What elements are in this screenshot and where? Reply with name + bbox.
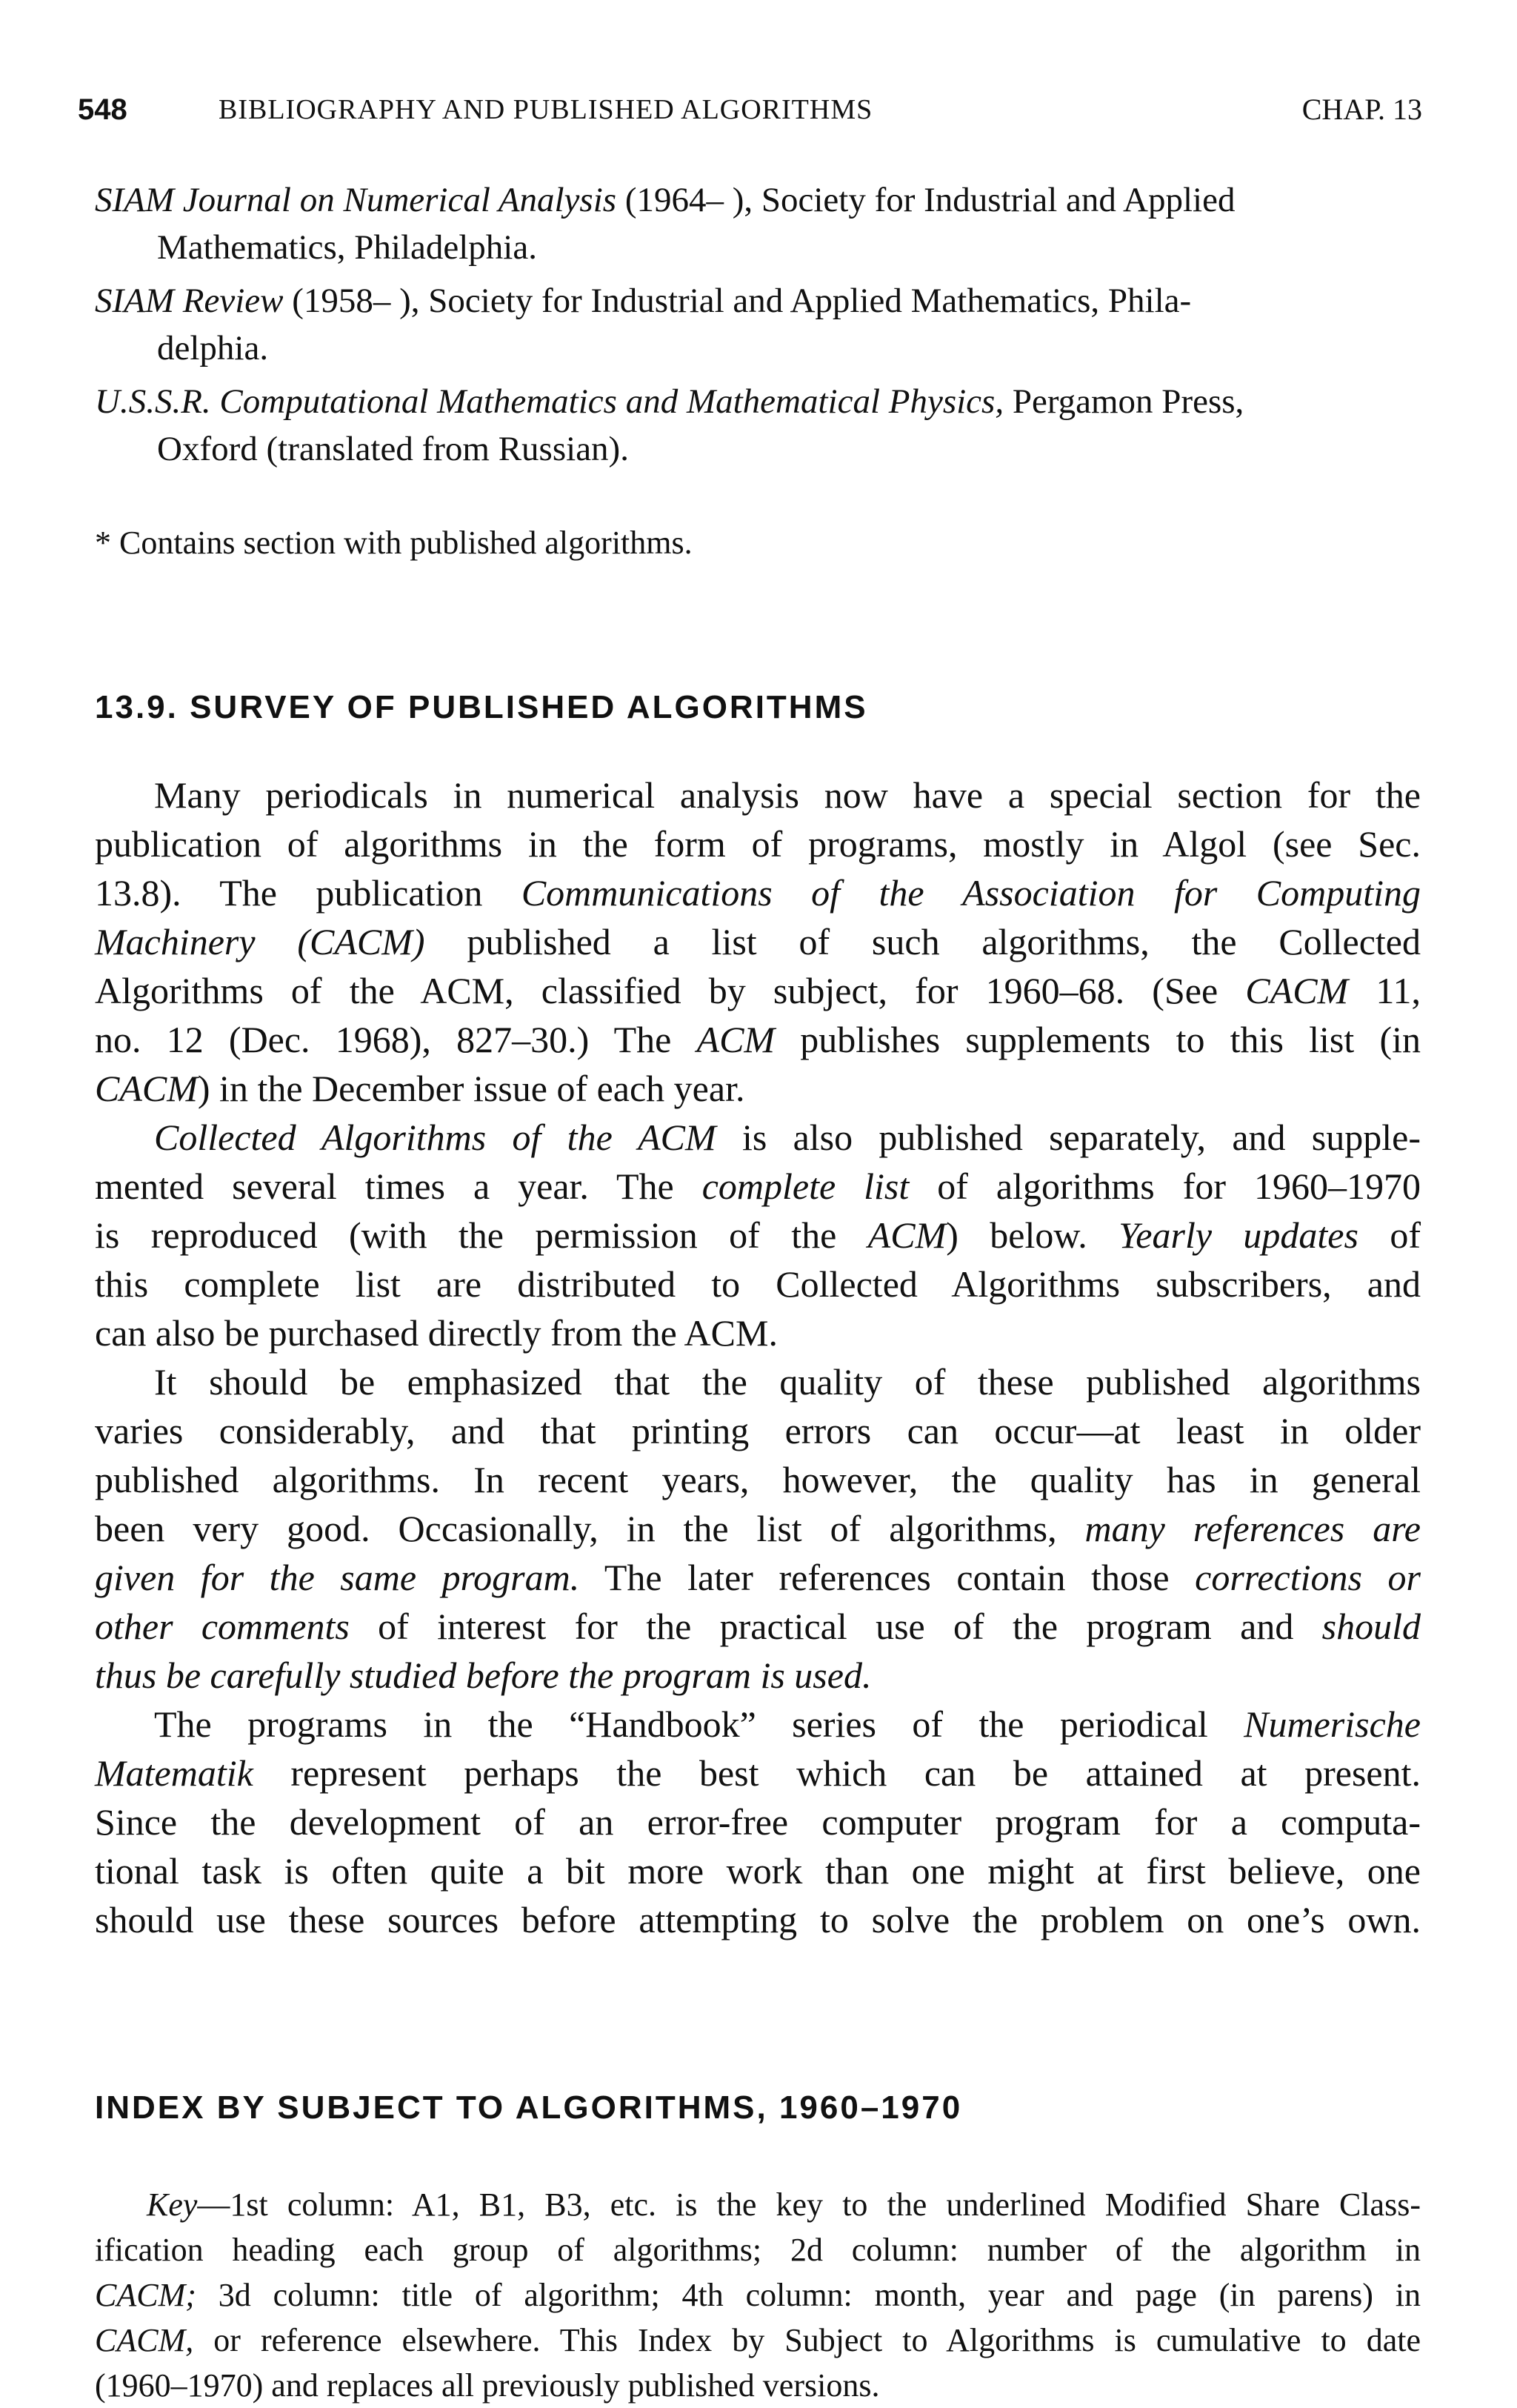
key-line — [95, 2363, 1421, 2408]
italic-run: Yearly updates — [1118, 1214, 1358, 1256]
text-run: of algorithms for 1960–1970 — [909, 1165, 1421, 1207]
footnote: * Contains section with published algorithms. — [95, 525, 693, 561]
paragraph-line — [95, 1846, 1421, 1895]
italic-run: complete list — [701, 1165, 910, 1207]
paragraph-line — [95, 1406, 1421, 1455]
paragraph-line — [95, 1749, 1421, 1797]
section-body — [95, 771, 1421, 1944]
text-run: can also be purchased directly from the ACM. — [95, 1312, 778, 1354]
bib-line — [95, 378, 1421, 425]
text-run: Mathematics, Philadelphia. — [157, 228, 537, 267]
italic-run: ACM — [696, 1019, 776, 1060]
italic-run: corrections or — [1195, 1557, 1421, 1598]
italic-run: Machinery (CACM) — [95, 921, 425, 962]
bib-entry-ussr — [95, 378, 1421, 473]
text-run: Many periodicals in numerical analysis now have a special section for the — [154, 774, 1421, 816]
paragraph-line — [95, 771, 1421, 819]
text-run: is reproduced (with the permission of the — [95, 1214, 868, 1256]
italic-run: Matematik — [95, 1752, 253, 1794]
text-run: ) in the December issue of each year. — [197, 1068, 745, 1109]
text-run: The later references contain those — [579, 1557, 1196, 1598]
key-line — [95, 2227, 1421, 2272]
paragraph-line — [95, 1504, 1421, 1553]
text-run: (1960–1970) and replaces all previously published versions. — [95, 2367, 880, 2404]
bib-line — [95, 224, 1421, 271]
italic-run: ACM — [867, 1214, 947, 1256]
text-run: tional task is often quite a bit more work than one might at first believe, one — [95, 1850, 1421, 1892]
italic-run: SIAM Review — [95, 282, 284, 320]
italic-run: Key — [147, 2186, 198, 2223]
text-run: varies considerably, and that printing errors can occur—at least in older — [95, 1410, 1421, 1451]
italic-run: CACM — [1245, 970, 1349, 1011]
text-run: this complete list are distributed to Collected Algorithms subscribers, and — [95, 1263, 1421, 1305]
paragraph-line — [95, 1651, 1421, 1700]
paragraph-line — [95, 1015, 1421, 1064]
paragraph-line — [95, 966, 1421, 1015]
paragraph-line — [95, 1308, 1421, 1357]
text-run: published a list of such algorithms, the Collected — [424, 921, 1421, 962]
key-line — [95, 2272, 1421, 2318]
paragraph-line — [95, 1553, 1421, 1602]
italic-run: CACM, — [95, 2322, 194, 2358]
italic-run: Communications of the Association for Computing — [521, 872, 1421, 914]
italic-run: given for the same program. — [95, 1557, 580, 1598]
text-run: Since the development of an error-free computer program for a computa- — [95, 1801, 1421, 1843]
paragraph-line — [95, 1797, 1421, 1846]
paragraph-line — [95, 917, 1421, 966]
bib-line — [95, 325, 1421, 372]
text-run: of — [1358, 1214, 1421, 1256]
key-line — [95, 2182, 1421, 2227]
bib-entry-siam-journal — [95, 176, 1421, 271]
paragraph-line — [95, 1700, 1421, 1749]
index-heading: INDEX BY SUBJECT TO ALGORITHMS, 1960–1970 — [95, 2089, 963, 2126]
italic-run: other comments — [95, 1606, 350, 1647]
text-run: 3d column: title of algorithm; 4th column: month, year and page (in parens) in — [196, 2277, 1421, 2313]
italic-run: should — [1321, 1606, 1421, 1647]
italic-run: SIAM Journal on Numerical Analysis — [95, 181, 617, 219]
text-run: Algorithms of the ACM, classified by subject, for 1960–68. (See — [95, 970, 1246, 1011]
italic-run: Numerische — [1244, 1703, 1421, 1745]
section-heading: 13.9. SURVEY OF PUBLISHED ALGORITHMS — [95, 689, 868, 725]
italic-run: thus be carefully studied before the program is used. — [95, 1654, 872, 1696]
paragraph-line — [95, 1064, 1421, 1113]
text-run: been very good. Occasionally, in the list of algorithms, — [95, 1508, 1085, 1549]
paragraph-line — [95, 1357, 1421, 1406]
paragraph-line — [95, 819, 1421, 868]
bib-line — [95, 277, 1421, 325]
text-run: (1964– ), Society for Industrial and Applied — [616, 181, 1236, 219]
text-run: publication of algorithms in the form of programs, mostly in Algol (see Sec. — [95, 823, 1421, 865]
key-line — [95, 2318, 1421, 2363]
italic-run: U.S.S.R. Computational Mathematics and Mathematical Physics, — [95, 382, 1004, 421]
text-run: no. 12 (Dec. 1968), 827–30.) The — [95, 1019, 697, 1060]
text-run: published algorithms. In recent years, however, the quality has in general — [95, 1459, 1421, 1500]
paragraph-line — [95, 1602, 1421, 1651]
text-run: It should be emphasized that the quality of these published algorithms — [154, 1361, 1421, 1403]
text-run: The programs in the “Handbook” series of the periodical — [154, 1703, 1244, 1745]
text-run: ification heading each group of algorithms; 2d column: number of the algorithm in — [95, 2232, 1421, 2268]
paragraph-line — [95, 1895, 1421, 1944]
running-head — [78, 87, 1422, 132]
text-run: delphia. — [157, 329, 269, 367]
text-run: 13.8). The publication — [95, 872, 521, 914]
text-run: is also published separately, and supple- — [716, 1117, 1421, 1158]
text-run: Oxford (translated from Russian). — [157, 430, 629, 468]
paragraph-line — [95, 1260, 1421, 1308]
running-title: BIBLIOGRAPHY AND PUBLISHED ALGORITHMS — [219, 94, 873, 125]
text-run: ) below. — [946, 1214, 1119, 1256]
text-run: represent perhaps the best which can be attained at present. — [253, 1752, 1421, 1794]
text-run: publishes supplements to this list (in — [775, 1019, 1421, 1060]
italic-run: CACM — [95, 1068, 198, 1109]
text-run: —1st column: A1, B1, B3, etc. is the key to the underlined Modified Share Class- — [197, 2186, 1421, 2223]
chapter-label: CHAP. 13 — [1301, 93, 1422, 126]
text-run: 11, — [1348, 970, 1421, 1011]
text-run: (1958– ), Society for Industrial and Applied Mathematics, Phila- — [283, 282, 1192, 320]
paragraph-line — [95, 1113, 1421, 1162]
italic-run: many references are — [1084, 1508, 1421, 1549]
paragraph-line — [95, 1455, 1421, 1504]
italic-run: CACM; — [95, 2277, 196, 2313]
page-number: 548 — [78, 93, 127, 126]
text-run: mented several times a year. The — [95, 1165, 702, 1207]
italic-run: Collected Algorithms of the ACM — [154, 1117, 716, 1158]
text-run: Pergamon Press, — [1004, 382, 1244, 421]
paragraph-line — [95, 1211, 1421, 1260]
text-run: of interest for the practical use of the program and — [349, 1606, 1322, 1647]
paragraph-line — [95, 868, 1421, 917]
bib-line — [95, 176, 1421, 224]
bib-line — [95, 425, 1421, 473]
text-run: or reference elsewhere. This Index by Subject to Algorithms is cumulative to date — [193, 2322, 1421, 2358]
bib-entry-siam-review — [95, 277, 1421, 372]
index-key-paragraph — [95, 2182, 1421, 2408]
text-run: should use these sources before attempting to solve the problem on one’s own. — [95, 1899, 1421, 1940]
paragraph-line — [95, 1162, 1421, 1211]
